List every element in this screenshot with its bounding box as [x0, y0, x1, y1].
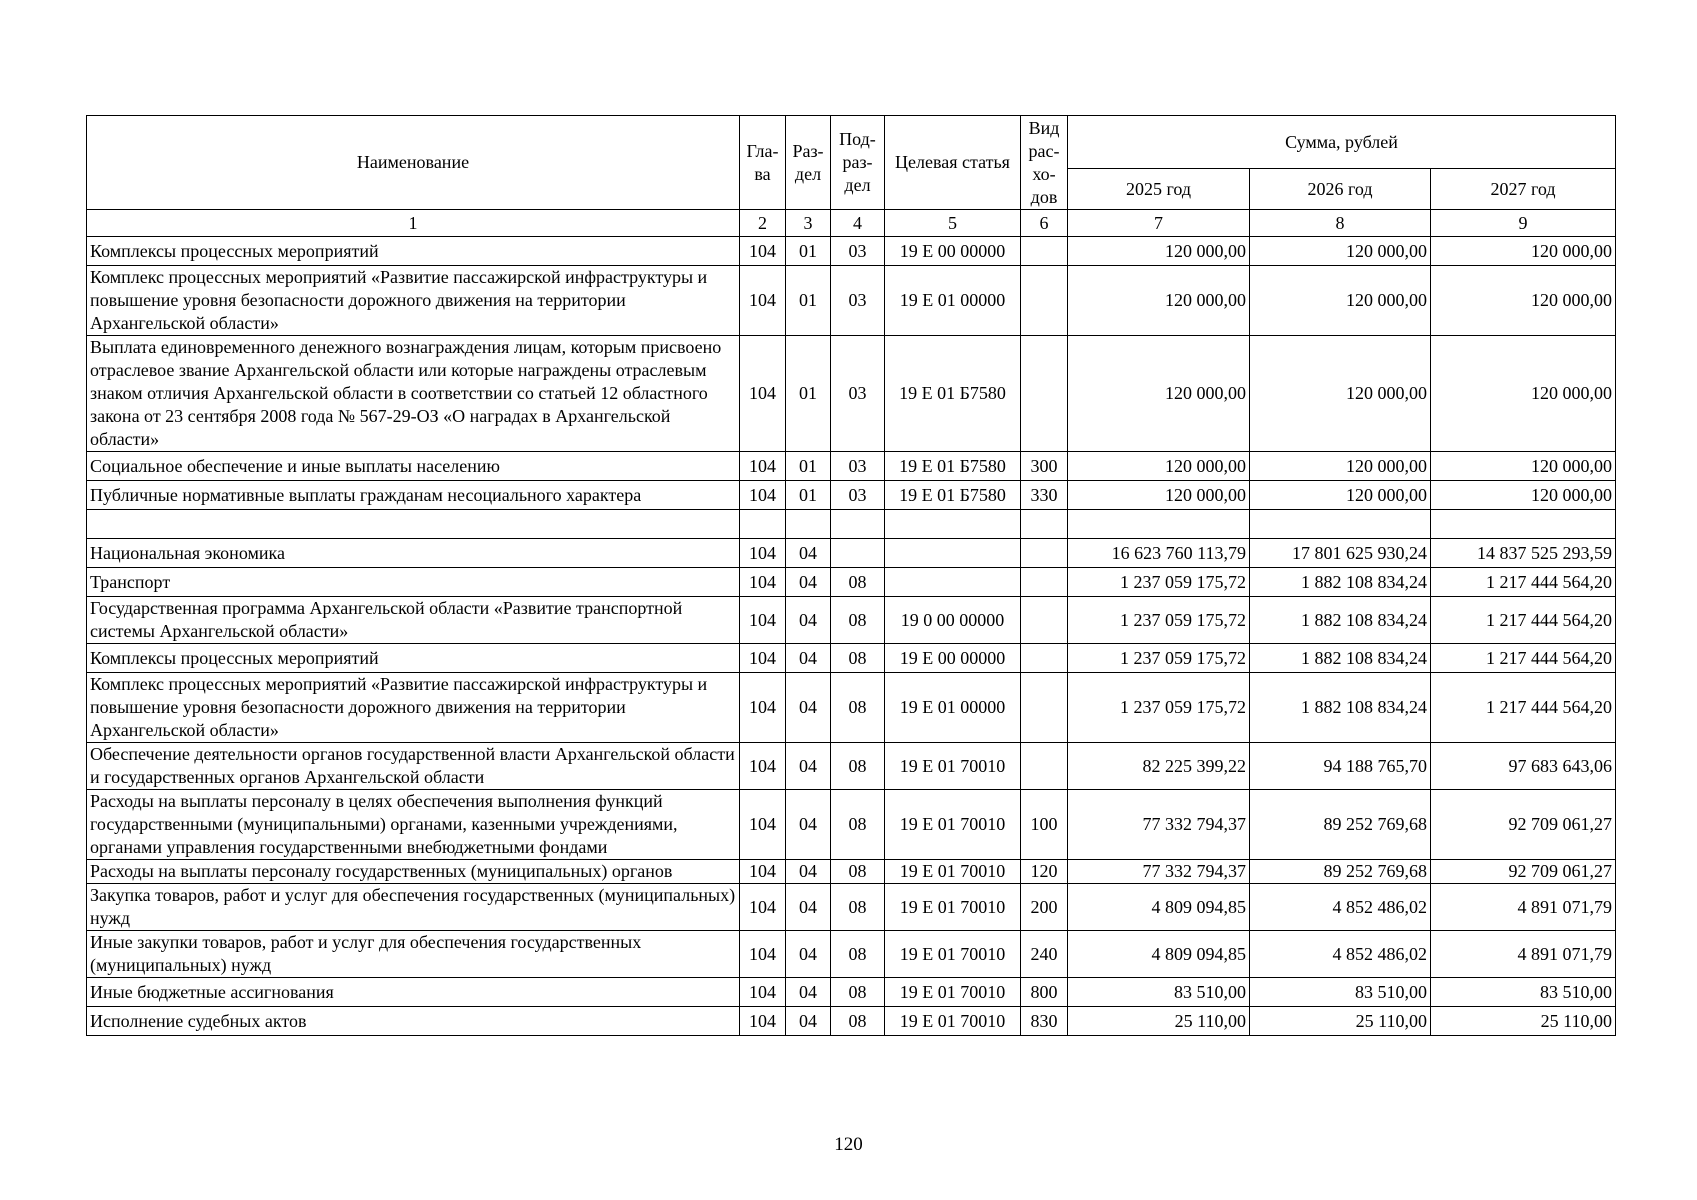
row-expense-type	[1021, 568, 1068, 597]
header-year-2025: 2025 год	[1068, 169, 1250, 210]
table-row	[87, 673, 1616, 743]
header-name: Наименование	[87, 116, 740, 210]
row-section: 01	[786, 452, 831, 481]
page-number: 120	[834, 1134, 863, 1155]
header-year-2026: 2026 год	[1250, 169, 1431, 210]
row-expense-type	[1021, 336, 1068, 452]
header-row	[87, 116, 1616, 169]
table-row	[87, 481, 1616, 510]
row-sum-2026: 1 882 108 834,24	[1250, 568, 1431, 597]
row-subsection: 08	[831, 931, 885, 978]
row-chapter: 104	[740, 597, 786, 644]
row-expense-type	[1021, 673, 1068, 743]
row-expense-type	[1021, 266, 1068, 336]
row-section: 04	[786, 884, 831, 931]
row-sum-2026: 4 852 486,02	[1250, 931, 1431, 978]
row-chapter: 104	[740, 743, 786, 790]
row-target-article: 19 Е 01 70010	[885, 884, 1021, 931]
row-sum-2027: 120 000,00	[1431, 481, 1616, 510]
row-sum-2027: 120 000,00	[1431, 452, 1616, 481]
header-chapter: Гла-ва	[740, 116, 786, 210]
table-row	[87, 336, 1616, 452]
row-name: Социальное обеспечение и иные выплаты населению	[87, 452, 740, 481]
row-expense-type	[1021, 539, 1068, 568]
row-section: 04	[786, 597, 831, 644]
row-target-article: 19 Е 01 00000	[885, 673, 1021, 743]
row-target-article	[885, 539, 1021, 568]
row-target-article: 19 Е 01 70010	[885, 931, 1021, 978]
row-subsection: 08	[831, 743, 885, 790]
row-chapter: 104	[740, 884, 786, 931]
header-target-article: Целевая статья	[885, 116, 1021, 210]
row-name	[87, 510, 740, 539]
header-sum: Сумма, рублей	[1068, 116, 1616, 169]
row-chapter: 104	[740, 481, 786, 510]
table-row-empty	[87, 510, 1616, 539]
row-subsection: 08	[831, 568, 885, 597]
table-row	[87, 237, 1616, 266]
column-number: 8	[1250, 210, 1431, 237]
header-subsection: Под-раз-дел	[831, 116, 885, 210]
column-number: 2	[740, 210, 786, 237]
row-target-article: 19 Е 01 70010	[885, 790, 1021, 860]
row-sum-2026: 1 882 108 834,24	[1250, 597, 1431, 644]
row-sum-2027: 83 510,00	[1431, 978, 1616, 1007]
row-chapter: 104	[740, 539, 786, 568]
row-name: Комплексы процессных мероприятий	[87, 237, 740, 266]
table-row	[87, 743, 1616, 790]
row-expense-type	[1021, 644, 1068, 673]
row-subsection	[831, 539, 885, 568]
row-chapter: 104	[740, 237, 786, 266]
row-sum-2027: 4 891 071,79	[1431, 931, 1616, 978]
table-row	[87, 452, 1616, 481]
row-expense-type	[1021, 597, 1068, 644]
row-chapter	[740, 510, 786, 539]
row-sum-2027: 14 837 525 293,59	[1431, 539, 1616, 568]
row-sum-2026: 89 252 769,68	[1250, 790, 1431, 860]
row-sum-2025: 82 225 399,22	[1068, 743, 1250, 790]
row-target-article: 19 0 00 00000	[885, 597, 1021, 644]
row-section: 04	[786, 644, 831, 673]
row-name: Закупка товаров, работ и услуг для обеспечения государственных (муниципальных) нужд	[87, 884, 740, 931]
row-section: 04	[786, 673, 831, 743]
budget-table	[86, 115, 1616, 1036]
row-section: 01	[786, 336, 831, 452]
row-sum-2025: 25 110,00	[1068, 1007, 1250, 1036]
row-sum-2027: 1 217 444 564,20	[1431, 673, 1616, 743]
row-sum-2025: 4 809 094,85	[1068, 884, 1250, 931]
row-sum-2026: 1 882 108 834,24	[1250, 673, 1431, 743]
row-subsection: 03	[831, 481, 885, 510]
row-name: Расходы на выплаты персоналу государственных (муниципальных) органов	[87, 860, 740, 884]
row-sum-2026: 25 110,00	[1250, 1007, 1431, 1036]
row-target-article: 19 Е 01 Б7580	[885, 336, 1021, 452]
row-sum-2025: 1 237 059 175,72	[1068, 673, 1250, 743]
column-number-row	[87, 210, 1616, 237]
row-section: 04	[786, 978, 831, 1007]
table-row	[87, 644, 1616, 673]
row-sum-2027: 120 000,00	[1431, 266, 1616, 336]
column-number: 6	[1021, 210, 1068, 237]
header-expense-type: Вид рас-хо-дов	[1021, 116, 1068, 210]
row-sum-2026: 94 188 765,70	[1250, 743, 1431, 790]
row-target-article: 19 Е 01 70010	[885, 1007, 1021, 1036]
row-section: 04	[786, 539, 831, 568]
row-expense-type: 100	[1021, 790, 1068, 860]
row-name: Иные бюджетные ассигнования	[87, 978, 740, 1007]
row-section: 04	[786, 931, 831, 978]
row-target-article: 19 Е 01 70010	[885, 743, 1021, 790]
row-target-article	[885, 510, 1021, 539]
row-sum-2027: 97 683 643,06	[1431, 743, 1616, 790]
row-expense-type	[1021, 510, 1068, 539]
row-name: Комплексы процессных мероприятий	[87, 644, 740, 673]
row-subsection: 08	[831, 597, 885, 644]
row-expense-type: 300	[1021, 452, 1068, 481]
row-section: 04	[786, 743, 831, 790]
row-sum-2025: 1 237 059 175,72	[1068, 644, 1250, 673]
table-row	[87, 1007, 1616, 1036]
column-number: 5	[885, 210, 1021, 237]
row-expense-type: 240	[1021, 931, 1068, 978]
row-chapter: 104	[740, 931, 786, 978]
row-sum-2027: 1 217 444 564,20	[1431, 568, 1616, 597]
row-chapter: 104	[740, 452, 786, 481]
row-name: Иные закупки товаров, работ и услуг для обеспечения государственных (муниципальных) нужд	[87, 931, 740, 978]
row-sum-2026: 17 801 625 930,24	[1250, 539, 1431, 568]
column-number: 9	[1431, 210, 1616, 237]
row-name: Государственная программа Архангельской области «Развитие транспортной системы Архангельской области»	[87, 597, 740, 644]
row-subsection	[831, 510, 885, 539]
row-sum-2025: 120 000,00	[1068, 266, 1250, 336]
row-expense-type	[1021, 237, 1068, 266]
row-name: Исполнение судебных актов	[87, 1007, 740, 1036]
row-target-article: 19 Е 01 Б7580	[885, 481, 1021, 510]
row-chapter: 104	[740, 336, 786, 452]
row-sum-2025: 77 332 794,37	[1068, 790, 1250, 860]
row-section: 01	[786, 237, 831, 266]
row-sum-2027: 92 709 061,27	[1431, 860, 1616, 884]
row-expense-type: 200	[1021, 884, 1068, 931]
row-target-article: 19 Е 01 00000	[885, 266, 1021, 336]
row-sum-2027	[1431, 510, 1616, 539]
row-sum-2025: 4 809 094,85	[1068, 931, 1250, 978]
row-sum-2026: 1 882 108 834,24	[1250, 644, 1431, 673]
row-section: 01	[786, 481, 831, 510]
row-chapter: 104	[740, 266, 786, 336]
table-row	[87, 539, 1616, 568]
row-sum-2026: 89 252 769,68	[1250, 860, 1431, 884]
row-subsection: 08	[831, 978, 885, 1007]
header-year-2027: 2027 год	[1431, 169, 1616, 210]
table-row	[87, 978, 1616, 1007]
row-subsection: 08	[831, 790, 885, 860]
row-sum-2027: 92 709 061,27	[1431, 790, 1616, 860]
row-expense-type: 330	[1021, 481, 1068, 510]
row-section: 04	[786, 790, 831, 860]
row-expense-type: 120	[1021, 860, 1068, 884]
table-row	[87, 860, 1616, 884]
row-chapter: 104	[740, 860, 786, 884]
row-chapter: 104	[740, 978, 786, 1007]
row-section	[786, 510, 831, 539]
row-sum-2027: 120 000,00	[1431, 336, 1616, 452]
row-sum-2026: 120 000,00	[1250, 481, 1431, 510]
row-sum-2025: 120 000,00	[1068, 237, 1250, 266]
row-subsection: 08	[831, 644, 885, 673]
table-body	[87, 237, 1616, 1036]
row-chapter: 104	[740, 790, 786, 860]
row-sum-2027: 25 110,00	[1431, 1007, 1616, 1036]
row-subsection: 03	[831, 452, 885, 481]
row-sum-2025: 120 000,00	[1068, 452, 1250, 481]
row-expense-type: 800	[1021, 978, 1068, 1007]
table-row	[87, 266, 1616, 336]
row-target-article	[885, 568, 1021, 597]
row-sum-2026	[1250, 510, 1431, 539]
row-sum-2027: 1 217 444 564,20	[1431, 644, 1616, 673]
row-sum-2025: 1 237 059 175,72	[1068, 597, 1250, 644]
row-sum-2025: 77 332 794,37	[1068, 860, 1250, 884]
row-name: Транспорт	[87, 568, 740, 597]
row-target-article: 19 Е 01 Б7580	[885, 452, 1021, 481]
row-chapter: 104	[740, 568, 786, 597]
row-sum-2026: 4 852 486,02	[1250, 884, 1431, 931]
row-target-article: 19 Е 00 00000	[885, 237, 1021, 266]
row-subsection: 08	[831, 1007, 885, 1036]
column-number: 1	[87, 210, 740, 237]
row-target-article: 19 Е 00 00000	[885, 644, 1021, 673]
row-target-article: 19 Е 01 70010	[885, 978, 1021, 1007]
row-sum-2027: 1 217 444 564,20	[1431, 597, 1616, 644]
row-sum-2025: 120 000,00	[1068, 336, 1250, 452]
row-section: 04	[786, 860, 831, 884]
header-section: Раз-дел	[786, 116, 831, 210]
row-expense-type: 830	[1021, 1007, 1068, 1036]
row-sum-2026: 120 000,00	[1250, 266, 1431, 336]
row-sum-2027: 4 891 071,79	[1431, 884, 1616, 931]
row-section: 04	[786, 1007, 831, 1036]
row-name: Обеспечение деятельности органов государственной власти Архангельской области и государственных органов Архангельской области	[87, 743, 740, 790]
row-expense-type	[1021, 743, 1068, 790]
table-row	[87, 568, 1616, 597]
table-row	[87, 597, 1616, 644]
row-sum-2026: 120 000,00	[1250, 452, 1431, 481]
column-number: 7	[1068, 210, 1250, 237]
row-section: 04	[786, 568, 831, 597]
column-number: 3	[786, 210, 831, 237]
row-sum-2025: 83 510,00	[1068, 978, 1250, 1007]
table-row	[87, 884, 1616, 931]
row-name: Комплекс процессных мероприятий «Развитие пассажирской инфраструктуры и повышение уровня безопасности дорожного движения на территории Архангельской области»	[87, 266, 740, 336]
row-sum-2026: 120 000,00	[1250, 237, 1431, 266]
row-chapter: 104	[740, 644, 786, 673]
row-sum-2025: 1 237 059 175,72	[1068, 568, 1250, 597]
row-name: Выплата единовременного денежного вознаграждения лицам, которым присвоено отраслевое звание Архангельской области или которые награждены отраслевым знаком отличия Архангельской области в соответствии со статьей 12 областного закона от 23 сентября 2008 года № 567-29-ОЗ «О наградах в Архангельской области»	[87, 336, 740, 452]
table-row	[87, 790, 1616, 860]
row-sum-2026: 120 000,00	[1250, 336, 1431, 452]
row-subsection: 08	[831, 884, 885, 931]
row-subsection: 03	[831, 336, 885, 452]
row-name: Публичные нормативные выплаты гражданам несоциального характера	[87, 481, 740, 510]
row-subsection: 08	[831, 860, 885, 884]
row-sum-2025: 16 623 760 113,79	[1068, 539, 1250, 568]
row-chapter: 104	[740, 1007, 786, 1036]
row-subsection: 03	[831, 237, 885, 266]
table-row	[87, 931, 1616, 978]
row-sum-2025	[1068, 510, 1250, 539]
row-name: Комплекс процессных мероприятий «Развитие пассажирской инфраструктуры и повышение уровня безопасности дорожного движения на территории Архангельской области»	[87, 673, 740, 743]
row-sum-2026: 83 510,00	[1250, 978, 1431, 1007]
row-section: 01	[786, 266, 831, 336]
row-subsection: 08	[831, 673, 885, 743]
row-sum-2025: 120 000,00	[1068, 481, 1250, 510]
row-sum-2027: 120 000,00	[1431, 237, 1616, 266]
row-name: Расходы на выплаты персоналу в целях обеспечения выполнения функций государственными (муниципальными) органами, казенными учреждениями, органами управления государственными внебюджетными фондами	[87, 790, 740, 860]
row-target-article: 19 Е 01 70010	[885, 860, 1021, 884]
row-chapter: 104	[740, 673, 786, 743]
row-subsection: 03	[831, 266, 885, 336]
column-number: 4	[831, 210, 885, 237]
row-name: Национальная экономика	[87, 539, 740, 568]
